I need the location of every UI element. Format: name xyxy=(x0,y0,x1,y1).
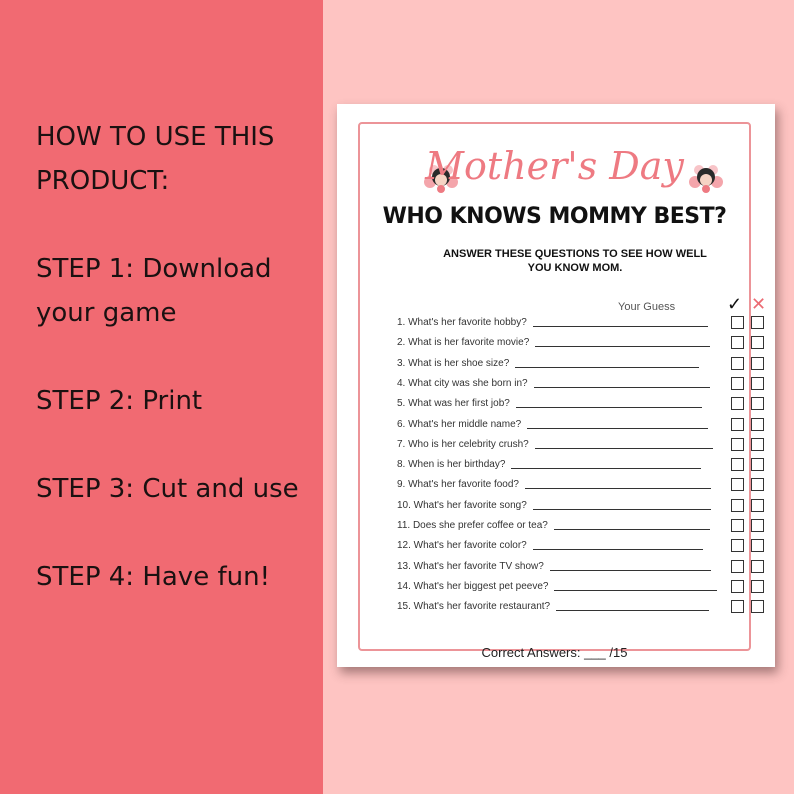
answer-line[interactable] xyxy=(525,480,711,489)
answer-line[interactable] xyxy=(533,541,703,550)
instructions-heading-2: PRODUCT: xyxy=(36,166,170,196)
wrong-checkbox[interactable] xyxy=(751,560,764,573)
sheet-title: WHO KNOWS MOMMY BEST? xyxy=(382,204,727,229)
subtitle-line-2: YOU KNOW MOM. xyxy=(527,262,623,274)
question-row xyxy=(397,557,777,577)
answer-line[interactable] xyxy=(533,501,711,510)
question-row xyxy=(397,475,777,495)
question-text: 12. What's her favorite color? xyxy=(397,540,527,552)
step-1-line-1: STEP 1: Download xyxy=(36,254,272,284)
question-text: 1. What's her favorite hobby? xyxy=(397,317,527,328)
question-row xyxy=(397,333,777,353)
question-row xyxy=(397,597,777,617)
mother-flower-icon xyxy=(689,160,723,194)
your-guess-header: Your Guess xyxy=(618,301,676,313)
wrong-checkbox[interactable] xyxy=(751,377,764,390)
correct-checkbox[interactable] xyxy=(731,336,744,349)
wrong-checkbox[interactable] xyxy=(751,357,764,370)
correct-checkbox[interactable] xyxy=(731,499,744,512)
answer-line[interactable] xyxy=(511,460,701,469)
instructions xyxy=(36,115,316,599)
answer-line[interactable] xyxy=(554,582,717,591)
question-row xyxy=(397,496,777,516)
sheet-subtitle xyxy=(440,247,710,275)
left-panel xyxy=(0,0,323,794)
step-2: STEP 2: Print xyxy=(36,386,203,416)
wrong-checkbox[interactable] xyxy=(751,580,764,593)
instructions-heading-1: HOW TO USE THIS xyxy=(36,122,275,152)
question-row xyxy=(397,577,777,597)
question-row xyxy=(397,536,777,556)
subtitle-line-1: ANSWER THESE QUESTIONS TO SEE HOW WELL xyxy=(443,248,707,260)
wrong-checkbox[interactable] xyxy=(751,600,764,613)
answer-line[interactable] xyxy=(550,562,711,571)
step-4: STEP 4: Have fun! xyxy=(36,562,270,592)
question-text: 10. What's her favorite song? xyxy=(397,499,527,511)
correct-checkbox[interactable] xyxy=(731,418,744,431)
question-row xyxy=(397,435,777,455)
sheet-frame xyxy=(358,122,767,660)
question-text: 13. What's her favorite TV show? xyxy=(397,560,544,572)
answer-line[interactable] xyxy=(516,399,702,408)
step-1-line-2: your game xyxy=(36,298,177,328)
question-text: 6. What's her middle name? xyxy=(397,418,522,430)
question-row xyxy=(397,354,777,374)
question-text: 14. What's her biggest pet peeve? xyxy=(397,580,549,592)
answer-line[interactable] xyxy=(533,318,708,327)
question-row xyxy=(397,516,777,536)
correct-checkbox[interactable] xyxy=(731,478,744,491)
wrong-checkbox[interactable] xyxy=(751,438,764,451)
x-icon: ✕ xyxy=(751,294,767,314)
step-3: STEP 3: Cut and use xyxy=(36,474,299,504)
question-text: 5. What was her first job? xyxy=(397,398,510,410)
answer-line[interactable] xyxy=(535,338,710,347)
answer-line[interactable] xyxy=(515,359,699,368)
question-row xyxy=(397,394,777,414)
question-text: 2. What is her favorite movie? xyxy=(397,337,530,349)
wrong-checkbox[interactable] xyxy=(751,539,764,552)
question-text: 7. Who is her celebrity crush? xyxy=(397,438,529,450)
wrong-checkbox[interactable] xyxy=(751,397,764,410)
correct-checkbox[interactable] xyxy=(731,580,744,593)
question-text: 8. When is her birthday? xyxy=(397,459,506,471)
wrong-checkbox[interactable] xyxy=(751,458,764,471)
correct-checkbox[interactable] xyxy=(731,560,744,573)
answer-line[interactable] xyxy=(554,521,710,530)
correct-answers: Correct Answers: ___ /15 xyxy=(481,645,628,660)
question-text: 4. What city was she born in? xyxy=(397,377,528,389)
script-title: Mother's Day xyxy=(425,144,684,188)
wrong-checkbox[interactable] xyxy=(751,336,764,349)
correct-checkbox[interactable] xyxy=(731,458,744,471)
question-row xyxy=(397,374,777,394)
answer-line[interactable] xyxy=(527,420,708,429)
answer-line[interactable] xyxy=(535,440,713,449)
answer-line[interactable] xyxy=(534,379,710,388)
check-icon: ✓ xyxy=(727,294,743,314)
correct-checkbox[interactable] xyxy=(731,397,744,410)
correct-checkbox[interactable] xyxy=(731,600,744,613)
answer-line[interactable] xyxy=(556,602,709,611)
wrong-checkbox[interactable] xyxy=(751,499,764,512)
correct-checkbox[interactable] xyxy=(731,377,744,390)
wrong-checkbox[interactable] xyxy=(751,478,764,491)
correct-checkbox[interactable] xyxy=(731,316,744,329)
correct-checkbox[interactable] xyxy=(731,438,744,451)
question-text: 3. What is her shoe size? xyxy=(397,357,510,369)
wrong-checkbox[interactable] xyxy=(751,316,764,329)
wrong-checkbox[interactable] xyxy=(751,519,764,532)
correct-checkbox[interactable] xyxy=(731,357,744,370)
question-text: 11. Does she prefer coffee or tea? xyxy=(397,520,548,531)
question-row xyxy=(397,455,777,475)
correct-checkbox[interactable] xyxy=(731,519,744,532)
question-row xyxy=(397,313,777,333)
correct-checkbox[interactable] xyxy=(731,539,744,552)
question-row xyxy=(397,415,777,435)
printable-sheet xyxy=(337,104,775,667)
wrong-checkbox[interactable] xyxy=(751,418,764,431)
question-text: 15. What's her favorite restaurant? xyxy=(397,601,551,613)
question-text: 9. What's her favorite food? xyxy=(397,479,519,491)
